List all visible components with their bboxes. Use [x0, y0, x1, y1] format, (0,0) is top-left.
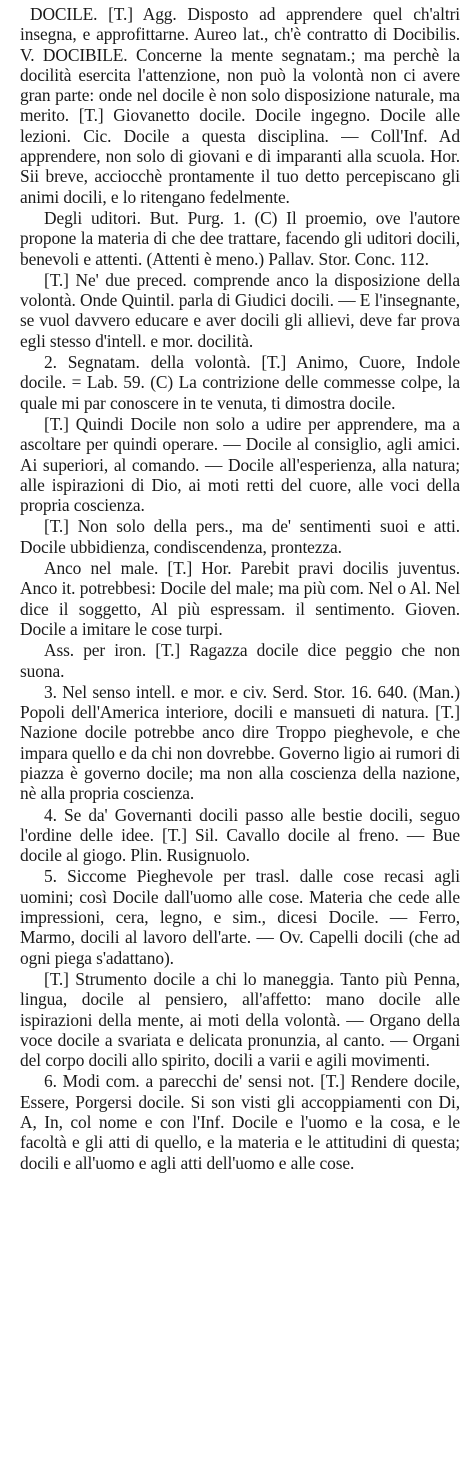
entry-sense-5-strumento: [T.] Strumento docile a chi lo maneggia. Tanto più Penna, lingua, docile al pensiero, all'affetto: mano docile alle ispirazioni della mente, ai moti della volontà. — Organo della voce docile a svariata e delicata pronunzia, al canto. — Organi del corpo docili allo spirito, docili a varii e agili movimenti.	[20, 968, 460, 1071]
entry-sense-3: 3. Nel senso intell. e mor. e civ. Serd. Stor. 16. 640. (Man.) Popoli dell'America interiore, docili e mansueti di natura. [T.] Nazione docile potrebbe anco dire Troppo pieghevole, e che impara quello e da chi non dovrebbe. Governo ligio ai rumori di piazza è governo docile; ma non alla coscienza della nazione, nè alla propria coscienza.	[20, 681, 460, 804]
entry-sense-2-ironia: Ass. per iron. [T.] Ragazza docile dice peggio che non suona.	[20, 640, 460, 681]
entry-sense-uditori: Degli uditori. But. Purg. 1. (C) Il proemio, ove l'autore propone la materia di che dee trattare, facendo gli uditori docili, benevoli e attenti. (Attenti è meno.) Pallav. Stor. Conc. 112.	[20, 207, 460, 269]
entry-sense-2-male: Anco nel male. [T.] Hor. Parebit pravi docilis juventus. Anco it. potrebbesi: Docile del male; ma più com. Nel o Al. Nel dice il soggetto, Al più espressam. il sentimento. Gioven. Docile a imitare le cose turpi.	[20, 558, 460, 639]
entry-definition-paragraph: DOCILE. [T.] Agg. Disposto ad apprendere quel ch'altri insegna, e approfittarne. Aureo lat., ch'è contratto di Docibilis. V. DOCIBILE. Concerne la mente segnatam.; ma perchè la docilità esercita l'attenzione, non può la volontà non ci avere gran parte: onde nel docile è non solo disposizione naturale, ma merito. [T.] Giovanetto docile. Docile ingegno. Docile alle lezioni. Cic. Docile a questa disciplina. — Coll'Inf. Ad apprendere, non solo di giovani e di imparanti alla scuola. Hor. Sii breve, acciocchè prontamente il tuo detto percepiscano gli animi docili, e lo ritengano fedelmente.	[20, 4, 460, 207]
entry-sense-5: 5. Siccome Pieghevole per trasl. dalle cose recasi agli uomini; così Docile dall'uomo alle cose. Materia che cede alle impressioni, cera, legno, e sim., dicesi Docile. — Ferro, Marmo, docili al lavoro dell'arte. — Ov. Capelli docili (che ad ogni piega s'adattano).	[20, 866, 460, 968]
entry-sense-4: 4. Se da' Governanti docili passo alle bestie docili, seguo l'ordine delle idee. [T.] Sil. Cavallo docile al freno. — Bue docile al giogo. Plin. Rusignuolo.	[20, 804, 460, 866]
entry-sense-2: 2. Segnatam. della volontà. [T.] Animo, Cuore, Indole docile. = Lab. 59. (C) La contrizione delle commesse colpe, la quale mi par conoscere in te venuta, ti dimostra docile.	[20, 352, 460, 413]
dictionary-entry-docile	[20, 4, 460, 1173]
entry-sense-2-sentimenti: [T.] Non solo della pers., ma de' sentimenti suoi e atti. Docile ubbidienza, condiscendenza, prontezza.	[20, 516, 460, 557]
entry-sense-6: 6. Modi com. a parecchi de' sensi not. [T.] Rendere docile, Essere, Porgersi docile. Si son visti gli accoppiamenti con Di, A, In, col nome e con l'Inf. Docile e l'uomo e la cosa, e le facoltà e gli atti di quello, e la materia e le attitudini di questa; docili e all'uomo e agli atti dell'uomo e alle cose.	[20, 1071, 460, 1173]
entry-sense-2-operare: [T.] Quindi Docile non solo a udire per apprendere, ma a ascoltare per quindi operare. — Docile al consiglio, agli amici. Ai superiori, al comando. — Docile all'esperienza, alla natura; alle ispirazioni di Dio, ai moti retti del cuore, alle voci della propria coscienza.	[20, 413, 460, 516]
entry-sense-volonta-note: [T.] Ne' due preced. comprende anco la disposizione della volontà. Onde Quintil. parla di Giudici docili. — E l'insegnante, se vuol davvero educare e aver docili gli allievi, deve far prova egli stesso d'intell. e mor. docilità.	[20, 269, 460, 351]
